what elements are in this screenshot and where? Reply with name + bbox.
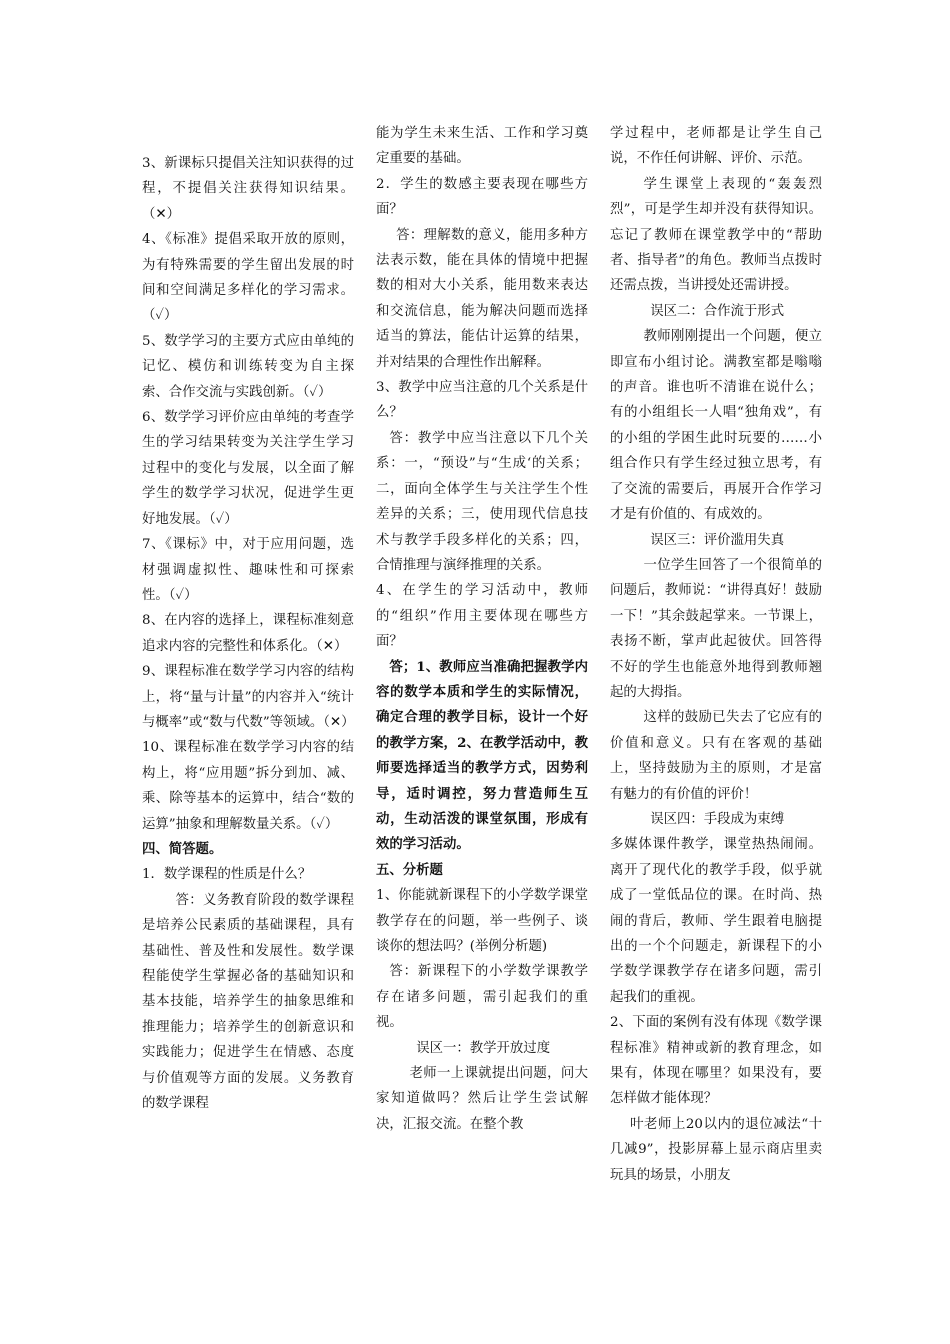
case-text: 叶老师上20以内的退位减法“十几减9”，投影屏幕上显示商店里卖玩具的场景，小朋友	[610, 1116, 822, 1183]
truefalse-item-7: 7、《课标》中，对于应用问题，选材强调虚拟性、趣味性和可探索性。（✓）	[142, 537, 354, 603]
question-2: 2．学生的数感主要表现在哪些方面？	[376, 176, 588, 218]
misconception-2-title: 误区二：合作流于形式	[650, 303, 785, 319]
misconception-1-title: 误区一：教学开放过度	[416, 1040, 551, 1056]
column-right	[610, 121, 822, 1188]
answer-1: 答：义务教育阶段的数学课程是培养公民素质的基础课程，具有基础性、普及性和发展性。数学课程能使学生掌握必备的基础知识和基本技能，培养学生的抽象思维和推理能力；培养学生的创新意识和实践能力；促进学生在情感、态度与价值观等方面的发展。义务教育的数学课程	[142, 892, 354, 1112]
misconception-3-comment: 这样的鼓励已失去了它应有的价值和意义。只有在客观的基础上，坚持鼓励为主的原则，才是富有魅力的有价值的评价！	[610, 710, 822, 802]
section-heading-short-answer: 四、简答题。	[142, 840, 223, 857]
answer-3: 答：教学中应当注意以下几个关系：一，“预设”与“生成‘的关系；二，面向全体学生与关注学生个性差异的关系；三，使用现代信息技术与教学手段多样化的关系；四，合情推理与演绎推理的关系。	[376, 430, 588, 573]
question-4: 4、在学生的学习活动中，教师的“组织”作用主要体现在哪些方面？	[376, 583, 588, 650]
question-1: 1．数学课程的性质是什么？	[142, 867, 312, 883]
truefalse-item-10: 10、课程标准在数学学习内容的结构上，将“应用题”拆分到加、减、乘、除等基本的运算中，结合“数的运算”抽象和理解数量关系。（✓）	[142, 740, 354, 832]
truefalse-item-6: 6、数学学习评价应由单纯的考查学生的学习结果转变为关注学生学习过程中的变化与发展，以全面了解学生的数学学习状况，促进学生更好地发展。（✓）	[142, 410, 354, 527]
truefalse-item-5: 5、数学学习的主要方式应由单纯的记忆、模仿和训练转变为自主探索、合作交流与实践创新。（✓）	[142, 333, 354, 400]
misconception-4-title: 误区四：手段成为束缚	[650, 811, 785, 827]
analysis-answer-1: 答：新课程下的小学数学课教学存在诸多问题，需引起我们的重视。	[376, 964, 588, 1031]
truefalse-item-8: 8、在内容的选择上，课程标准刻意追求内容的完整性和体系化。（✕）	[142, 613, 354, 654]
misconception-1-text: 老师一上课就提出问题，问大家知道做吗？然后让学生尝试解决，汇报交流。在整个教	[376, 1066, 588, 1132]
analysis-question-2: 2、下面的案例有没有体现《数学课程标准》精神或新的教育理念，如果有，体现在哪里？如果没有，要怎样做才能体现？	[610, 1015, 822, 1107]
misconception-3-title: 误区三：评价滥用失真	[650, 532, 785, 548]
column-middle	[376, 121, 588, 1137]
truefalse-item-9: 9、课程标准在数学学习内容的结构上，将“量与计量”的内容并入“统计与概率”或“数与代数”等领域。（✕）	[142, 664, 355, 730]
misconception-2-text: 教师刚刚提出一个问题，便立即宣布小组讨论。满教室都是嗡嗡的声音。谁也听不清谁在说什么；有的小组组长一人唱“独角戏”，有的小组的学困生此时玩要的……小组合作只有学生经过独立思考，有了交流的需要后，再展开合作学习才是有价值的、有成效的。	[610, 329, 822, 523]
truefalse-item-4: 4、《标准》提倡采取开放的原则，为有特殊需要的学生留出发展的时间和空间满足多样化的学习需求。（✓）	[142, 232, 354, 324]
column-left	[142, 151, 354, 1116]
section-heading-analysis: 五、分析题	[376, 861, 443, 878]
misconception-1-comment: 学生课堂上表现的“轰轰烈烈”，可是学生却并没有获得知识。忘记了教师在课堂教学中的“帮助者、指导者”的角色。教师当点拨时还需点拨，当讲授处还需讲授。	[610, 176, 822, 294]
misconception-1-text-continued: 学过程中，老师都是让学生自己说，不作任何讲解、评价、示范。	[610, 126, 822, 167]
answer-4: 答；1、教师应当准确把握教学内容的数学本质和学生的实际情况，确定合理的教学目标，设计一个好的教学方案，2、在教学活动中，教师要选择适当的教学方式，因势利导，适时调控，努力营造师生互动，生动活泼的课堂氛围，形成有效的学习活动。	[376, 658, 588, 853]
truefalse-item-3: 3、新课标只提倡关注知识获得的过程，不提倡关注获得知识结果。（✕）	[142, 156, 354, 222]
answer-2: 答：理解数的意义，能用多种方法表示数，能在具体的情境中把握数的相对大小关系，能用数来表达和交流信息，能为解决问题而选择适当的算法，能估计运算的结果，并对结果的合理性作出解释。	[376, 227, 588, 370]
answer-1-continued: 能为学生未来生活、工作和学习奠定重要的基础。	[376, 126, 588, 167]
question-3: 3、教学中应当注意的几个关系是什么？	[376, 380, 588, 421]
analysis-question-1: 1、你能就新课程下的小学数学课堂教学存在的问题，举一些例子、谈谈你的想法吗？(举例分析题)	[376, 888, 588, 954]
misconception-3-text: 一位学生回答了一个很简单的问题后，教师说：“讲得真好！鼓励一下！”其余鼓起掌来。一节课上，表扬不断，掌声此起彼伏。回答得不好的学生也能意外地得到教师翘起的大拇指。	[610, 557, 822, 700]
misconception-4-text: 多媒体课件教学，课堂热热闹闹。离开了现代化的教学手段，似乎就成了一堂低品位的课。在时尚、热闹的背后，教师、学生跟着电脑提出的一个个问题走，新课程下的小学数学课教学存在诸多问题，需引起我们的重视。	[610, 837, 822, 1005]
